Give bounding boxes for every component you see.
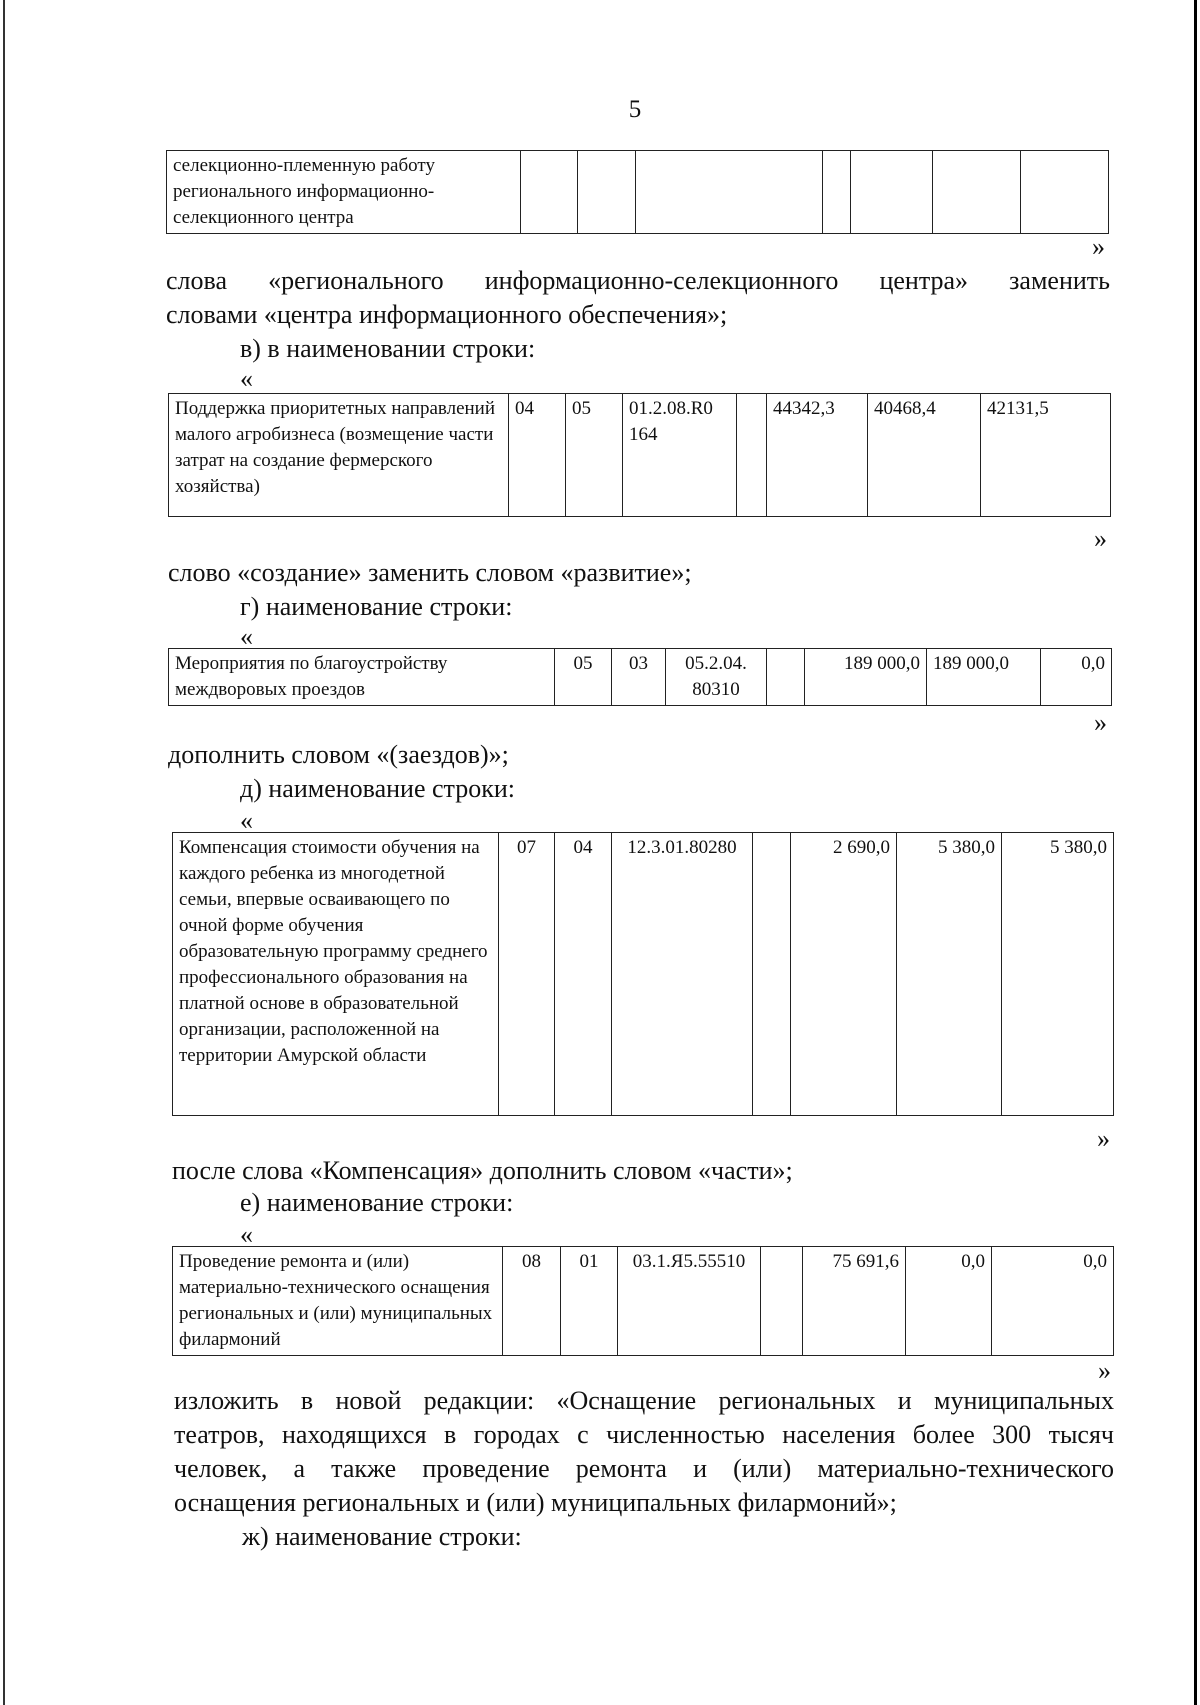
cell-v3 (1021, 151, 1109, 234)
cell-v3: 5 380,0 (1002, 833, 1114, 1116)
cell-v1: 44342,3 (767, 394, 868, 517)
quote-close: » (1094, 524, 1107, 553)
row-name: Поддержка приоритетных направлений малого агробизнеса (возмещение части затрат на создание фермерского хозяйства) (169, 394, 509, 517)
instruction-line: словами «центра информационного обеспечения»; (166, 300, 728, 329)
cell-v2 (933, 151, 1021, 234)
cell-pr: 03 (612, 649, 666, 706)
instruction-line: слово «создание» заменить словом «развитие»; (168, 558, 692, 587)
quote-open: « (240, 1220, 253, 1249)
table-row (167, 151, 1109, 234)
cell-v3: 0,0 (992, 1247, 1114, 1356)
table-row (169, 394, 1111, 517)
scan-edge-left (3, 0, 5, 1705)
quote-close: » (1092, 232, 1105, 261)
section-heading: в) в наименовании строки: (240, 334, 536, 363)
page-number: 5 (628, 96, 642, 123)
cell-v3: 0,0 (1041, 649, 1112, 706)
section-heading: е) наименование строки: (240, 1188, 514, 1217)
table-row (173, 1247, 1114, 1356)
cell-pr: 05 (566, 394, 623, 517)
cell-csr: 12.3.01.80280 (612, 833, 753, 1116)
cell-v2: 40468,4 (868, 394, 981, 517)
budget-table-4 (172, 832, 1114, 1116)
section-heading: ж) наименование строки: (242, 1522, 522, 1551)
cell-csr (636, 151, 823, 234)
cell-v1 (851, 151, 933, 234)
section-heading: д) наименование строки: (240, 774, 515, 803)
quote-open: « (240, 622, 253, 651)
cell-csr: 05.2.04. 80310 (666, 649, 767, 706)
cell-rz: 07 (499, 833, 555, 1116)
cell-v3: 42131,5 (981, 394, 1111, 517)
cell-csr: 01.2.08.R0 164 (623, 394, 737, 517)
instruction-line: слова «регионального информационно-селекционного центра» заменить (166, 266, 1110, 295)
instruction-line: оснащения региональных и (или) муниципальных филармоний»; (174, 1488, 897, 1517)
cell-v1: 75 691,6 (803, 1247, 906, 1356)
cell-rz (521, 151, 578, 234)
section-heading: г) наименование строки: (240, 592, 513, 621)
budget-table-3 (168, 648, 1112, 706)
cell-vr (823, 151, 851, 234)
table-row (169, 649, 1112, 706)
row-name: Компенсация стоимости обучения на каждого ребенка из многодетной семьи, впервые осваивающего по очной форме обучения образовательную программу среднего профессионального образования на платной основе в образовательной организации, расположенной на территории Амурской области (173, 833, 499, 1116)
cell-rz: 04 (509, 394, 566, 517)
cell-v1: 189 000,0 (805, 649, 927, 706)
quote-close: » (1094, 708, 1107, 737)
cell-pr: 04 (555, 833, 612, 1116)
cell-v1: 2 690,0 (791, 833, 897, 1116)
row-name: Мероприятия по благоустройству междворовых проездов (169, 649, 555, 706)
budget-table-2 (168, 393, 1111, 517)
cell-vr (753, 833, 791, 1116)
cell-vr (737, 394, 767, 517)
cell-pr: 01 (561, 1247, 618, 1356)
instruction-line: после слова «Компенсация» дополнить словом «части»; (172, 1156, 793, 1185)
cell-csr: 03.1.Я5.55510 (618, 1247, 761, 1356)
cell-rz: 05 (555, 649, 612, 706)
quote-close: » (1097, 1124, 1110, 1153)
row-name: Проведение ремонта и (или) материально-технического оснащения региональных и (или) муниципальных филармоний (173, 1247, 503, 1356)
quote-open: « (240, 806, 253, 835)
budget-table-5 (172, 1246, 1114, 1356)
cell-v2: 189 000,0 (927, 649, 1041, 706)
quote-close: » (1098, 1356, 1111, 1385)
cell-pr (578, 151, 636, 234)
instruction-line: театров, находящихся в городах с численностью населения более 300 тысяч (174, 1420, 1114, 1449)
instruction-line: дополнить словом «(заездов)»; (168, 740, 509, 769)
scan-edge-right (1194, 0, 1197, 1705)
cell-vr (767, 649, 805, 706)
cell-v2: 0,0 (906, 1247, 992, 1356)
table-row (173, 833, 1114, 1116)
cell-v2: 5 380,0 (897, 833, 1002, 1116)
budget-table-1 (166, 150, 1109, 234)
instruction-line: изложить в новой редакции: «Оснащение региональных и муниципальных (174, 1386, 1114, 1415)
quote-open: « (240, 364, 253, 393)
cell-rz: 08 (503, 1247, 561, 1356)
instruction-line: человек, а также проведение ремонта и (или) материально-технического (174, 1454, 1114, 1483)
row-name: селекционно-племенную работу регионального информационно-селекционного центра (167, 151, 521, 234)
cell-vr (761, 1247, 803, 1356)
